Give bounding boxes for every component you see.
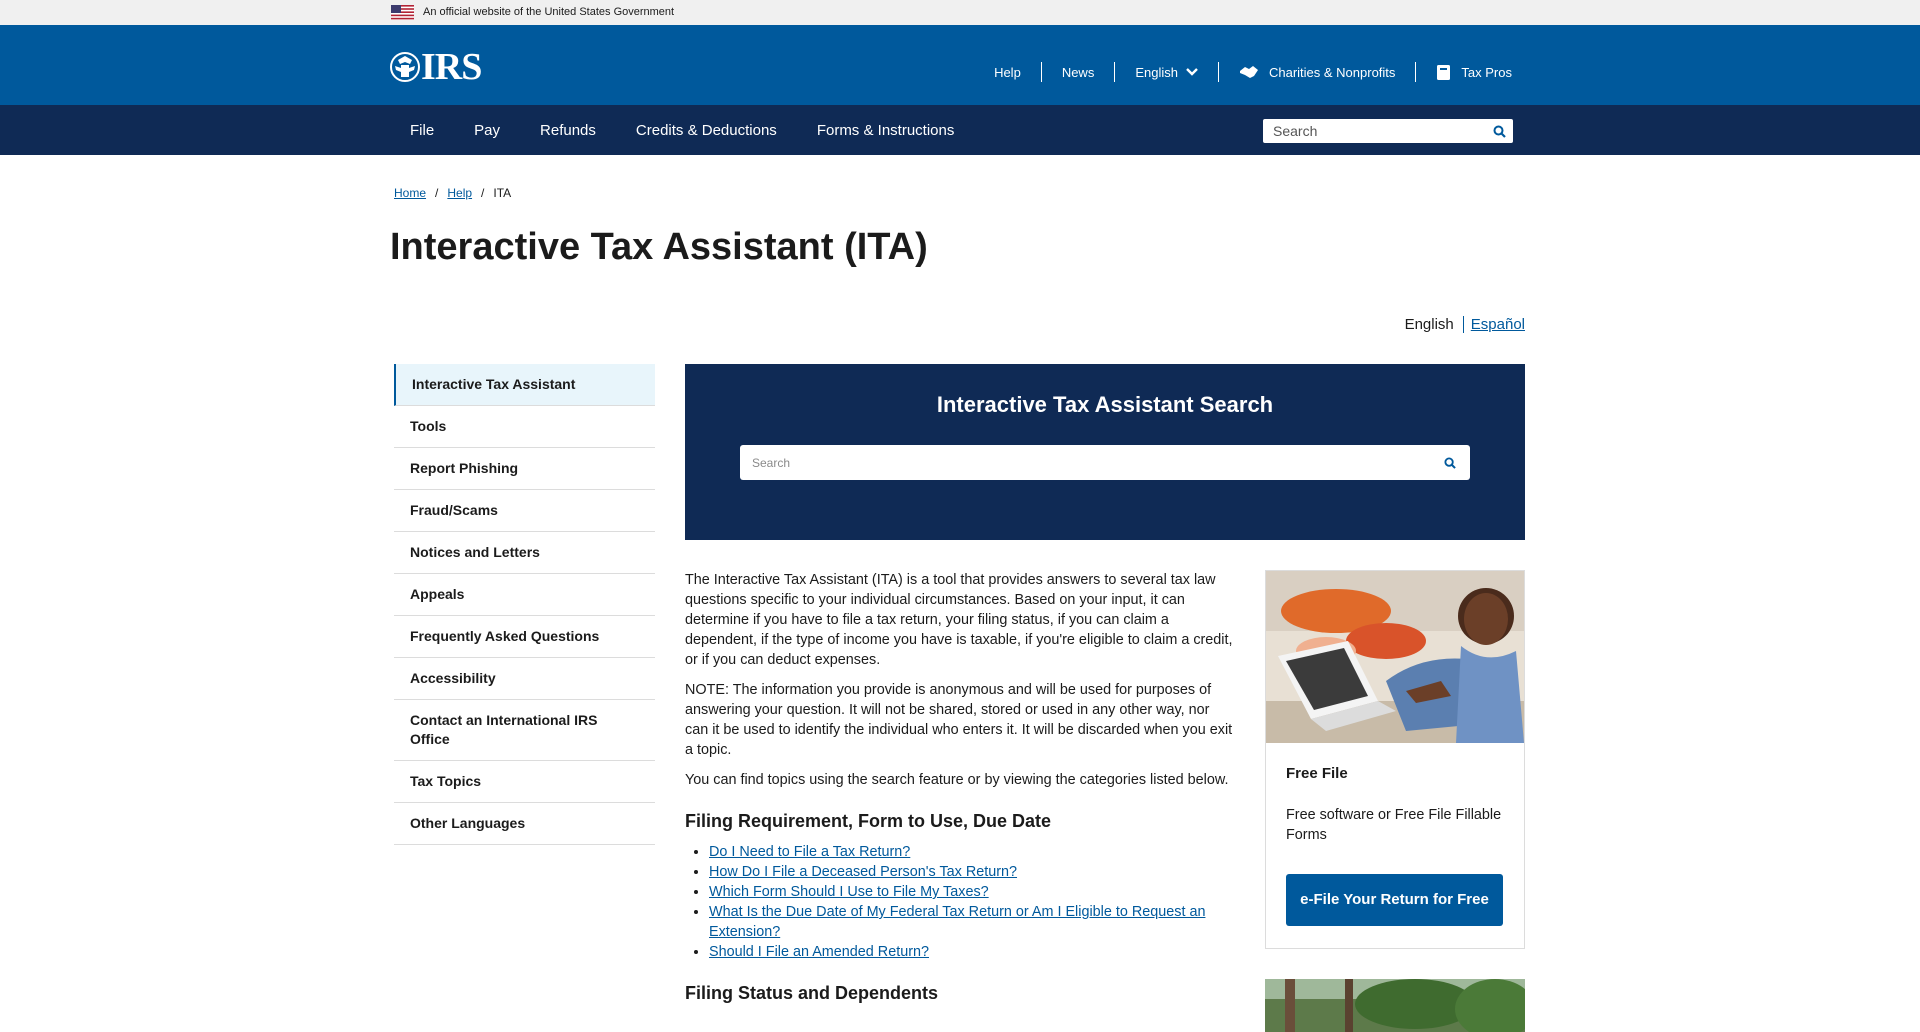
breadcrumb-home[interactable]: Home — [394, 186, 427, 200]
forest-photo — [1265, 979, 1525, 1032]
sidebar-nav — [394, 364, 655, 845]
sidebar-item-fraud-scams[interactable]: Fraud/Scams — [394, 490, 655, 532]
util-help-label: Help — [994, 64, 1021, 80]
page-title: Interactive Tax Assistant (ITA) — [390, 226, 928, 268]
ita-search-title: Interactive Tax Assistant Search — [936, 392, 1274, 417]
free-file-card — [1265, 570, 1525, 949]
nav-pay[interactable]: Pay — [474, 121, 501, 139]
sidebar-item-tools[interactable]: Tools — [394, 406, 655, 448]
sidebar-item-international-office[interactable]: Contact an International IRS Office — [394, 700, 655, 761]
util-charities-label: Charities & Nonprofits — [1268, 64, 1396, 80]
sidebar-item-interactive-tax-assistant[interactable]: Interactive Tax Assistant — [394, 364, 655, 406]
ita-search-button[interactable] — [1430, 445, 1470, 480]
promo-photo — [1265, 979, 1525, 1032]
breadcrumb-separator: / — [435, 186, 439, 200]
eagle-logo-icon — [390, 50, 420, 84]
topics-paragraph: You can find topics using the search feature or by viewing the categories listed below. — [685, 772, 1229, 788]
gov-banner — [0, 0, 1920, 25]
sidebar-item-report-phishing[interactable]: Report Phishing — [394, 448, 655, 490]
header-search — [1263, 119, 1513, 143]
card-text: Free software or Free File Fillable Forms — [1286, 807, 1502, 843]
breadcrumb-help[interactable]: Help — [447, 186, 473, 200]
sidebar-item-accessibility[interactable]: Accessibility — [394, 658, 655, 700]
nav-credits-deductions[interactable]: Credits & Deductions — [635, 121, 777, 139]
language-dropdown[interactable] — [1114, 62, 1218, 82]
chevron-down-icon — [1186, 67, 1198, 77]
util-news-link[interactable] — [1041, 62, 1115, 82]
search-icon — [1444, 457, 1456, 469]
search-icon — [1493, 125, 1506, 138]
breadcrumb — [394, 186, 511, 200]
language-switcher — [1405, 316, 1525, 333]
topic-link[interactable]: Which Form Should I Use to File My Taxes? — [709, 884, 989, 900]
intro-paragraph: The Interactive Tax Assistant (ITA) is a tool that provides answers to several tax law questions specific to your individual circumstances. Based on your input, it can determine if you have to file a tax return, your filing status, if you can claim a dependent, if the type of income you have is taxable, if you're eligible to claim a credit, or if you can deduct expenses. — [685, 572, 1233, 668]
us-flag-icon — [391, 5, 414, 20]
site-header — [0, 25, 1920, 105]
nav-forms-instructions[interactable]: Forms & Instructions — [816, 121, 955, 139]
section-heading-filing-requirement: Filing Requirement, Form to Use, Due Date — [685, 811, 1052, 831]
util-news-label: News — [1061, 64, 1095, 80]
logo-text: IRS — [421, 46, 482, 88]
language-dropdown-label: English — [1135, 64, 1178, 80]
filing-requirement-list — [709, 842, 1235, 962]
sidebar-item-notices-letters[interactable]: Notices and Letters — [394, 532, 655, 574]
header-search-input[interactable] — [1263, 120, 1485, 142]
sidebar-item-appeals[interactable]: Appeals — [394, 574, 655, 616]
sidebar-item-other-languages[interactable]: Other Languages — [394, 803, 655, 845]
util-taxpros-link[interactable] — [1415, 62, 1512, 82]
util-help-link[interactable] — [974, 62, 1041, 82]
nav-file[interactable]: File — [410, 121, 435, 139]
ita-search-input[interactable] — [740, 448, 1430, 478]
handshake-icon — [1239, 64, 1259, 80]
sidebar-item-faq[interactable]: Frequently Asked Questions — [394, 616, 655, 658]
util-taxpros-label: Tax Pros — [1461, 64, 1512, 80]
note-paragraph: NOTE: The information you provide is anonymous and will be used for purposes of answering your question. It will not be shared, stored or used in any other way, nor can it be used to identify the individual who enters it. It will be discarded when you exit a topic. — [685, 682, 1233, 758]
language-current: English — [1405, 316, 1464, 333]
irs-logo[interactable] — [390, 46, 482, 88]
list-item — [709, 882, 1235, 902]
language-espanol-link[interactable]: Español — [1470, 316, 1525, 333]
utility-nav — [974, 62, 1512, 82]
breadcrumb-separator: / — [481, 186, 485, 200]
ita-search-panel — [685, 364, 1525, 540]
gov-banner-text: An official website of the United States Government — [423, 6, 675, 18]
sidebar-item-tax-topics[interactable]: Tax Topics — [394, 761, 655, 803]
efile-button[interactable]: e-File Your Return for Free — [1286, 874, 1503, 926]
list-item — [709, 842, 1235, 862]
card-title: Free File — [1286, 765, 1348, 782]
section-heading-filing-status: Filing Status and Dependents — [685, 983, 939, 1003]
topic-link[interactable]: How Do I File a Deceased Person's Tax Return? — [709, 864, 1018, 880]
header-search-button[interactable] — [1485, 119, 1513, 143]
ita-search-box — [740, 445, 1470, 480]
breadcrumb-current: ITA — [493, 186, 512, 200]
topic-link[interactable]: Should I File an Amended Return? — [709, 944, 929, 960]
util-charities-link[interactable] — [1218, 62, 1415, 82]
main-content — [685, 570, 1235, 1014]
nav-refunds[interactable]: Refunds — [540, 121, 596, 139]
main-nav — [0, 105, 1920, 155]
book-icon — [1436, 64, 1451, 81]
free-file-photo — [1266, 571, 1524, 743]
list-item — [709, 902, 1235, 942]
list-item — [709, 862, 1235, 882]
list-item — [709, 942, 1235, 962]
topic-link[interactable]: Do I Need to File a Tax Return? — [709, 844, 911, 860]
topic-link[interactable]: What Is the Due Date of My Federal Tax Return or Am I Eligible to Request an Extension? — [709, 904, 1206, 940]
